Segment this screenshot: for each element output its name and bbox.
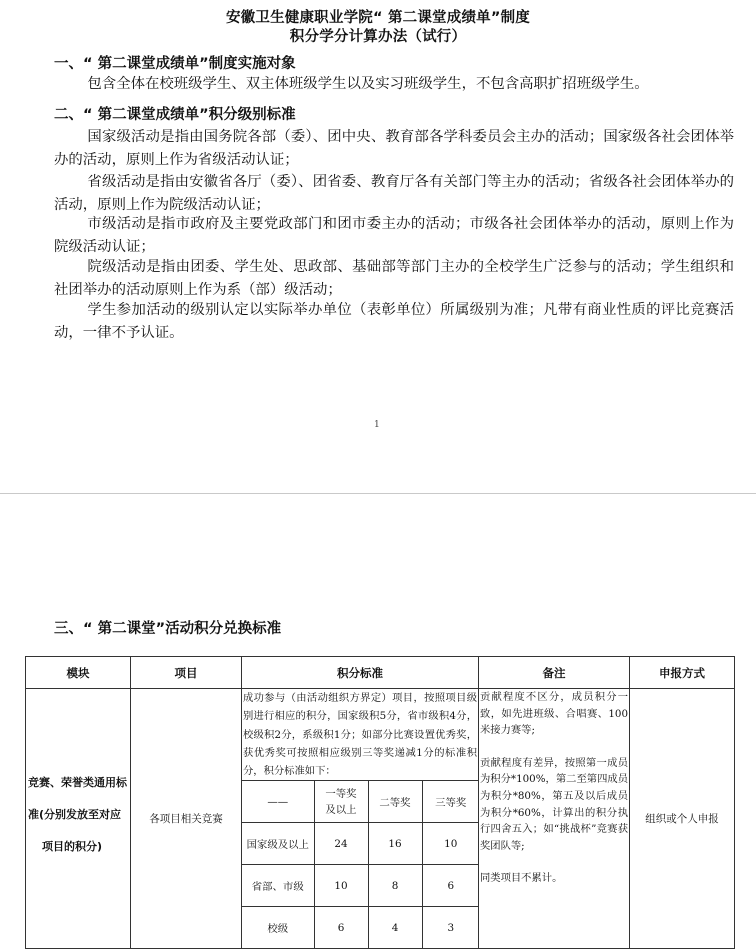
page-separator (0, 493, 756, 511)
award-row (242, 823, 479, 865)
award-header-row (242, 781, 479, 823)
award-level-cell: 校级 (242, 907, 314, 949)
table-row (26, 689, 735, 949)
award-value-cell: 8 (368, 865, 422, 907)
column-header: 项目 (131, 657, 242, 689)
award-header-cell: 二等奖 (368, 781, 422, 823)
award-header-cell: —— (242, 781, 314, 823)
award-value-cell: 16 (368, 823, 422, 865)
award-value-cell: 10 (422, 823, 479, 865)
award-level-cell: 国家级及以上 (242, 823, 314, 865)
award-value-cell: 10 (314, 865, 368, 907)
module-cell (26, 689, 131, 949)
page-number: 1 (374, 420, 380, 430)
score-standard-cell (242, 689, 479, 949)
document-title-line-1: 安徽卫生健康职业学院“ 第二课堂成绩单”制度 (225, 10, 530, 26)
module-text-line: 准(分别发放至对应 (28, 807, 122, 821)
section-1-heading: 一、“ 第二课堂成绩单”制度实施对象 (54, 56, 296, 72)
section-2-paragraph: 省级活动是指由安徽省各厅（委）、团省委、教育厅各有关部门等主办的活动；省级各社会团体举办的活动，原则上作为院级活动认证； (54, 174, 734, 213)
remark-line: 贡献程度不区分，成员积分一致，如先进班级、合唱赛、100米接力赛等; (480, 691, 628, 737)
module-text-line: 项目的积分) (42, 839, 103, 853)
document-page-2 (0, 510, 756, 934)
award-points-table (242, 780, 479, 948)
column-header: 模块 (26, 657, 131, 689)
award-value-cell: 24 (314, 823, 368, 865)
column-header: 申报方式 (630, 657, 735, 689)
column-header: 备注 (479, 657, 630, 689)
award-value-cell: 6 (314, 907, 368, 949)
document-title-line-2: 积分学分计算办法（试行） (289, 29, 467, 45)
section-2-paragraph: 学生参加活动的级别认定以实际举办单位（表彰单位）所属级别为准；凡带有商业性质的评比竞赛活动，一律不予认证。 (54, 302, 734, 341)
award-header-cell: 一等奖及以上 (314, 781, 368, 823)
points-exchange-table (25, 656, 735, 949)
award-row (242, 865, 479, 907)
project-cell: 各项目相关竞赛 (131, 689, 242, 949)
module-text-line: 竞赛、荣誉类通用标 (28, 775, 127, 789)
column-header: 积分标准 (242, 657, 479, 689)
section-2-heading: 二、“ 第二课堂成绩单”积分级别标准 (54, 107, 296, 123)
remarks-text (479, 689, 629, 887)
section-2-paragraph: 市级活动是指市政府及主要党政部门和团市委主办的活动；市级各社会团体举办的活动，原则上作为院级活动认证； (54, 216, 734, 255)
section-3-heading: 三、“ 第二课堂”活动积分兑换标准 (54, 621, 282, 637)
section-2-paragraph: 院级活动是指由团委、学生处、思政部、基础部等部门主办的全校学生广泛参与的活动；学生组织和社团举办的活动原则上作为系（部）级活动； (54, 259, 734, 298)
remark-line: 同类项目不累计。 (480, 872, 563, 885)
award-level-cell: 省部、市级 (242, 865, 314, 907)
remarks-cell (479, 689, 630, 949)
section-2-paragraph: 国家级活动是指由国务院各部（委）、团中央、教育部各学科委员会主办的活动；国家级各社会团体举办的活动，原则上作为省级活动认证； (54, 129, 734, 168)
award-value-cell: 6 (422, 865, 479, 907)
table-header-row (26, 657, 735, 689)
award-value-cell: 3 (422, 907, 479, 949)
award-value-cell: 4 (368, 907, 422, 949)
section-1-text: 包含全体在校班级学生、双主体班级学生以及实习班级学生，不包含高职扩招班级学生。 (87, 76, 649, 92)
application-method-cell: 组织或个人申报 (630, 689, 735, 949)
award-row (242, 907, 479, 949)
remark-line: 贡献程度有差异，按照第一成员为积分*100%，第二至第四成员为积分*80%，第五及以后成员为积分*60%，计算出的积分执行四舍五入；如“挑战杯”竞赛获奖团队等; (480, 756, 628, 852)
award-header-cell: 三等奖 (422, 781, 479, 823)
score-intro-text: 成功参与（由活动组织方界定）项目，按照项目级别进行相应的积分，国家级积5分，省市级积4分，校级积2分，系级积1分；如部分比赛设置优秀奖，获优秀奖可按照相应级别三等奖递减1分的标准积分，积分标准如下： (243, 692, 477, 778)
